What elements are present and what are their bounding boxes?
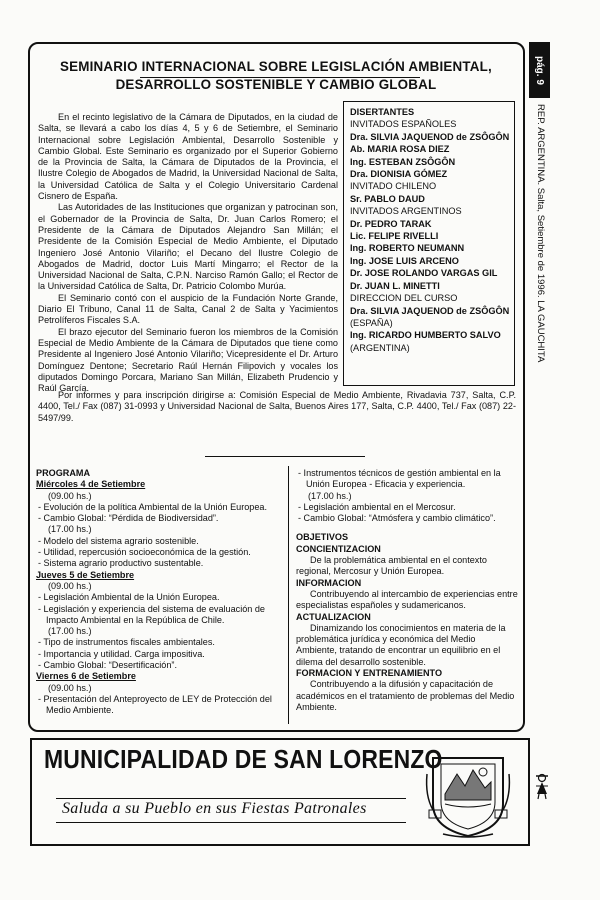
programa-day-heading: Viernes 6 de Setiembre (36, 671, 136, 682)
ad-rule-top (56, 798, 406, 799)
disertante-line: Ing. ESTEBAN ZSÔGÔN (350, 156, 456, 167)
ad-title: MUNICIPALIDAD DE SAN LORENZO (44, 746, 443, 774)
objetivos-heading: ACTUALIZACION (296, 611, 371, 622)
intro-text (38, 112, 338, 394)
programa-line: - Cambio Global: “Desertificación”. (38, 660, 177, 671)
programa-line: - Presentación del Anteproyecto de LEY de Protección del Medio Ambiente. (38, 693, 272, 716)
objetivos-heading: CONCIENTIZACION (296, 543, 381, 554)
disertante-line: Ing. JOSE LUIS ARCENO (350, 255, 459, 266)
objetivos-line: Contribuyendo a la difusión y capacitación de académicos en el tratamiento de problemas del Medio Ambiente. (296, 679, 515, 712)
disertante-line: Ab. MARIA ROSA DIEZ (350, 144, 450, 155)
programa-column (36, 468, 281, 717)
objetivos-line: Contribuyendo al intercambio de experiencias entre especialistas españoles y sudamericanos. (296, 588, 518, 611)
programa-line: - Tipo de instrumentos fiscales ambientales. (38, 637, 215, 648)
programa-line: (09.00 hs.) (48, 580, 92, 591)
ad-rule-bottom (56, 822, 406, 823)
gauchita-mascot-icon (533, 772, 551, 800)
disertante-line: (ESPAÑA) (350, 317, 393, 328)
programa-line: - Importancia y utilidad. Carga impositiva. (38, 648, 205, 659)
intro-paragraph: El brazo ejecutor del Seminario fueron los miembros de la Comisión Especial de Medio Ambiente de la Cámara de Diputados que tiene como Presidente al Ingeniero José Antonio Vilariño; Vicepresidente el Dr. Arturo Domínguez Dentone; Secretario Raúl Hernán Filipovich y vocales los diputados Domingo Porcara, Mariano San Millán, Elizabeth Prudencio y Raúl García. (38, 326, 338, 394)
article-title (36, 58, 516, 94)
disertante-line: Dr. JOSE ROLANDO VARGAS GIL (350, 268, 498, 279)
objetivos-column (296, 468, 518, 713)
objetivos-line: - Cambio Global: “Atmósfera y cambio climático”. (298, 513, 496, 524)
programa-line: (09.00 hs.) (48, 490, 92, 501)
section-divider (205, 456, 365, 457)
programa-line: - Modelo del sistema agrario sostenible. (38, 535, 199, 546)
objetivos-line: Dinamizando los conocimientos en materia de la problemática jurídica y económica del Medio Ambiente, tratando de encontrar un equilibrio en el dilema del desarrollo sostenible. (296, 622, 506, 667)
objetivos-heading: OBJETIVOS (296, 532, 349, 543)
intro-paragraph: El Seminario contó con el auspicio de la Fundación Norte Grande, Diario El Tribuno, Canal 11 de Salta, Canal 2 de Salta y Yacimientos Petrolíferos Fiscales S.A. (38, 292, 338, 326)
disertantes-heading: DISERTANTES (350, 107, 415, 117)
side-publication-line: REP. ARGENTINA. Salta, Setiembre de 1996. LA GAUCHITA (535, 104, 546, 363)
objetivos-line: De la problemática ambiental en el contexto regional, Mercosur y Unión Europea. (296, 555, 487, 577)
objetivos-line: - Instrumentos técnicos de gestión ambiental en la Unión Europea - Eficacia y experiencia. (298, 468, 501, 490)
programa-line: (09.00 hs.) (48, 682, 92, 693)
programa-line: - Sistema agrario productivo sustentable. (38, 558, 204, 569)
intro-paragraph: En el recinto legislativo de la Cámara de Diputados, en la ciudad de Salta, se llevará a cabo los días 4, 5 y 6 de Setiembre, el Seminario Internacional sobre Legislación Ambiental, Desarrollo Sostenible y Cambio Global. Este Seminario es organizado por el Superior Gobierno de la Provincia de Salta, la Cámara de Diputados de la Provincia, el Ilustre Colegio de Abogados de Madrid, la Universidad Nacional de Salta, la Universidad Católica de Salta y el Colegio Universitario Cardenal Cisnero de España. (38, 112, 338, 202)
disertante-line: Lic. FELIPE RIVELLI (350, 231, 439, 242)
disertante-line: Dra. SILVIA JAQUENOD de ZSÔGÔN (350, 131, 510, 142)
disertante-line: INVITADOS ARGENTINOS (350, 206, 462, 217)
title-line-2: DESARROLLO SOSTENIBLE Y CAMBIO GLOBAL (115, 77, 437, 92)
disertante-line: Dra. DIONISIA GÓMEZ (350, 169, 448, 180)
column-divider (288, 466, 289, 724)
page-number-tab (529, 42, 550, 98)
objetivos-heading: FORMACION Y ENTRENAMIENTO (296, 668, 443, 679)
contact-info: Por informes y para inscripción dirigirse a: Comisión Especial de Medio Ambiente, Rivadavia 737, Salta, C.P. 4400, Tel./ Fax (087) 31-0993 y Universidad Nacional de Salta, Buenos Aires 177, Salta, C.P. 4400, Tel./ Fax (087) 22-5497/99. (38, 390, 516, 423)
municipal-crest-icon (423, 744, 513, 840)
objetivos-line: (17.00 hs.) (308, 490, 352, 501)
page-number: pág. 9 (534, 55, 545, 85)
title-rule (140, 77, 420, 78)
programa-line: (17.00 hs.) (48, 524, 92, 535)
disertante-line: Dr. PEDRO TARAK (350, 218, 432, 229)
objetivos-heading: INFORMACION (296, 577, 362, 588)
intro-paragraph: Las Autoridades de las Instituciones que organizan y patrocinan son, el Gobernador de la Provincia de Salta, Dr. Juan Carlos Romero; el Presidente de la Cámara de Diputados Alejandro San Millán; el Presidente de la Comisión Especial de Medio Ambiente, el Diputado Ingeniero José Antonio Vilariño; el Decano del Ilustre Colegio de Abogados de Madrid, doctor Luis Martí Mingarro; el Rector de la Universidad Nacional de Salta, C.P.N. Narciso Ramón Gallo; el Rector de la Universidad Católica de Salta, Dr. Patricio Colombo Murúa. (38, 202, 338, 292)
programa-line: (17.00 hs.) (48, 626, 92, 637)
disertantes-box (343, 101, 515, 386)
disertante-line: Ing. ROBERTO NEUMANN (350, 243, 465, 254)
disertante-line: (ARGENTINA) (350, 342, 410, 353)
objetivos-line: - Legislación ambiental en el Mercosur. (298, 501, 456, 512)
programa-line: - Legislación y experiencia del sistema de evaluación de Impacto Ambiental en la República de Chile. (38, 603, 265, 625)
programa-line: - Cambio Global: “Pérdida de Biodiversidad”. (38, 513, 219, 524)
programa-line: - Utilidad, repercusión socioeconómica de la gestión. (38, 547, 251, 558)
disertante-line: Sr. PABLO DAUD (350, 193, 425, 204)
programa-line: - Evolución de la política Ambiental de la Unión Europea. (38, 501, 267, 512)
programa-day-heading: Miércoles 4 de Setiembre (36, 479, 146, 490)
ad-slogan: Saluda a su Pueblo en sus Fiestas Patronales (62, 800, 367, 817)
disertante-line: INVITADO CHILENO (350, 181, 437, 192)
disertante-line: DIRECCION DEL CURSO (350, 293, 458, 304)
programa-day-heading: Jueves 5 de Setiembre (36, 569, 135, 580)
disertante-line: INVITADOS ESPAÑOLES (350, 119, 457, 130)
disertante-line: Ing. RICARDO HUMBERTO SALVO (350, 330, 501, 341)
programa-heading: PROGRAMA (36, 468, 91, 478)
title-line-1: SEMINARIO INTERNACIONAL SOBRE LEGISLACIÓN AMBIENTAL, (60, 59, 492, 74)
programa-line: - Legislación Ambiental de la Unión Europea. (38, 592, 220, 603)
disertante-line: Dra. SILVIA JAQUENOD de ZSÔGÔN (350, 305, 510, 316)
disertante-line: Dr. JUAN L. MINETTI (350, 280, 440, 291)
